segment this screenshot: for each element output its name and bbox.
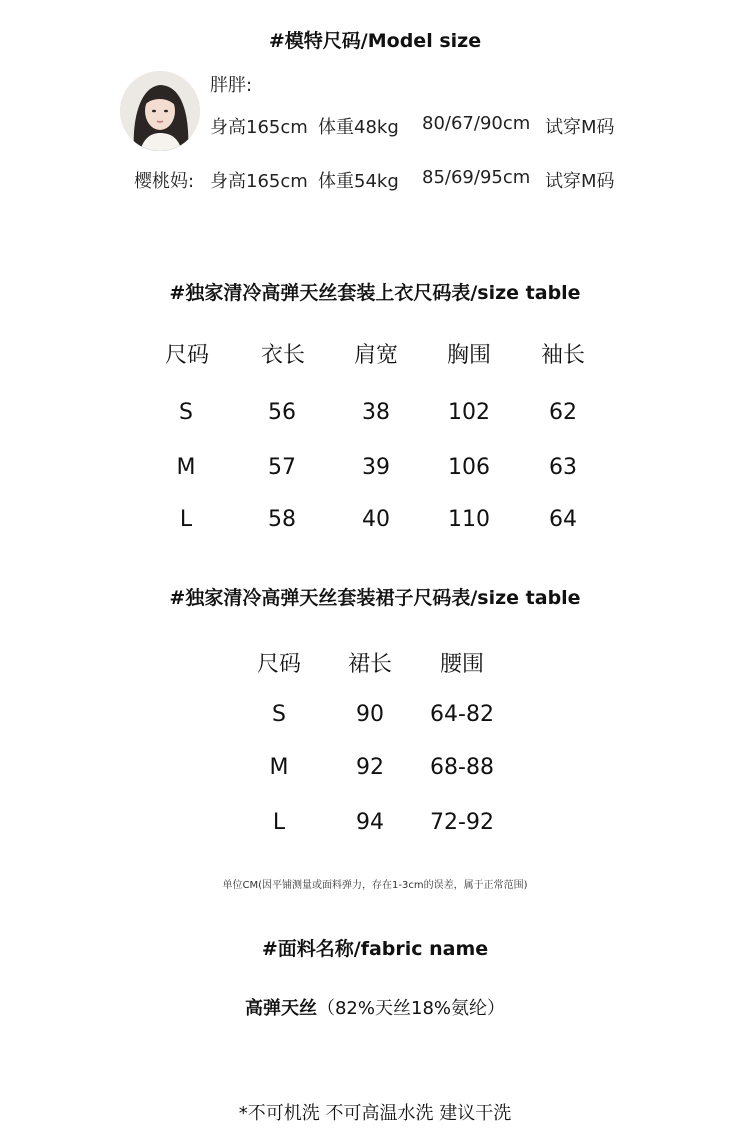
top-row-s-bust: 102 [448, 400, 490, 425]
care-instructions: *不可机洗 不可高温水洗 建议干洗 [238, 1103, 512, 1124]
model-size-title: #模特尺码/Model size [268, 30, 482, 52]
model-2-weight: 体重54kg [318, 171, 399, 192]
model-2-height: 身高165cm [210, 171, 308, 192]
model-2-bwh: 85/69/95cm [422, 167, 531, 188]
top-header-sleeve: 袖长 [540, 343, 586, 368]
skirt-size-table-title: #独家清冷高弹天丝套装裙子尺码表/size table [169, 587, 581, 609]
model-1-fit: 试穿M码 [545, 117, 615, 138]
skirt-row-s-size: S [272, 702, 286, 727]
top-header-length: 衣长 [260, 343, 306, 368]
model-photo [120, 71, 200, 151]
top-row-l-bust: 110 [448, 507, 490, 532]
top-row-l-shoulder: 40 [362, 507, 390, 532]
top-row-l-length: 58 [268, 507, 296, 532]
skirt-row-l-waist: 72-92 [430, 810, 494, 835]
model-1-height: 身高165cm [210, 117, 308, 138]
fabric-name: 高弹天丝 [244, 998, 317, 1019]
fabric-composition: （82%天丝18%氨纶） [316, 998, 505, 1019]
top-row-s-sleeve: 62 [549, 400, 577, 425]
measurement-note: 单位CM(因平铺测量或面料弹力，存在1-3cm的误差，属于正常范围) [222, 880, 528, 891]
top-row-m-size: M [176, 455, 196, 480]
model-avatar [120, 71, 200, 151]
top-row-s-shoulder: 38 [362, 400, 390, 425]
top-size-table-title: #独家清冷高弹天丝套装上衣尺码表/size table [169, 282, 581, 304]
skirt-row-s-waist: 64-82 [430, 702, 494, 727]
top-row-s-length: 56 [268, 400, 296, 425]
skirt-row-m-length: 92 [356, 755, 384, 780]
skirt-row-l-length: 94 [356, 810, 384, 835]
model-1-name: 胖胖: [210, 75, 253, 96]
top-header-size: 尺码 [164, 343, 210, 368]
top-row-m-length: 57 [268, 455, 296, 480]
top-row-s-size: S [179, 400, 193, 425]
skirt-row-s-length: 90 [356, 702, 384, 727]
skirt-header-waist: 腰围 [439, 652, 485, 677]
fabric-title: #面料名称/fabric name [261, 938, 489, 960]
fabric-description [0, 994, 750, 1020]
top-header-bust: 胸围 [446, 343, 492, 368]
top-row-l-size: L [179, 507, 193, 532]
top-row-l-sleeve: 64 [549, 507, 577, 532]
model-1-bwh: 80/67/90cm [422, 113, 531, 134]
skirt-header-size: 尺码 [256, 652, 302, 677]
model-1-weight: 体重48kg [318, 117, 399, 138]
skirt-row-m-size: M [269, 755, 289, 780]
top-header-shoulder: 肩宽 [353, 343, 399, 368]
model-2-name: 樱桃妈: [134, 171, 195, 192]
top-row-m-sleeve: 63 [549, 455, 577, 480]
top-row-m-bust: 106 [448, 455, 490, 480]
skirt-row-l-size: L [272, 810, 286, 835]
model-2-fit: 试穿M码 [545, 171, 615, 192]
skirt-row-m-waist: 68-88 [430, 755, 494, 780]
skirt-header-length: 裙长 [347, 652, 393, 677]
top-row-m-shoulder: 39 [362, 455, 390, 480]
